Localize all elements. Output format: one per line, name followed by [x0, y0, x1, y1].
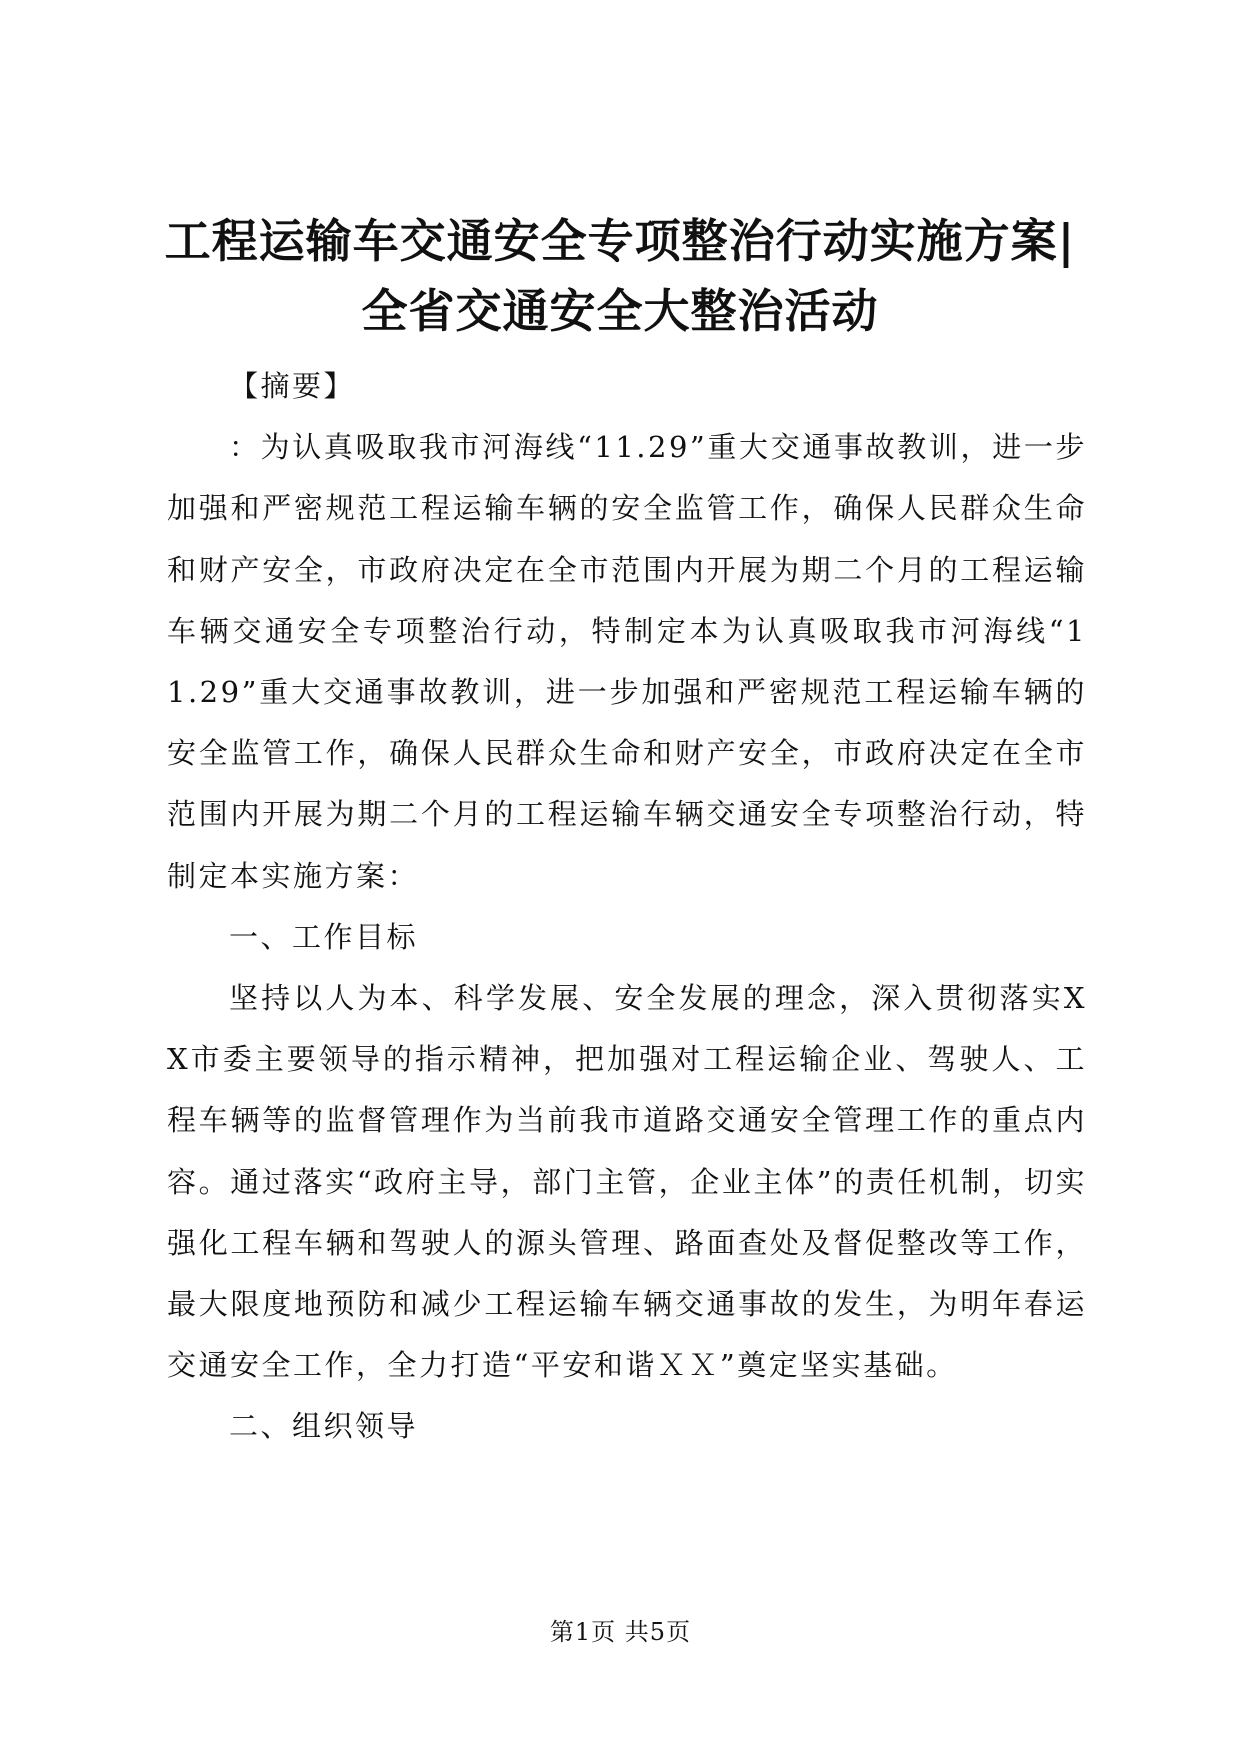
- title-line-2: 全省交通安全大整治活动: [361, 284, 879, 338]
- section-heading-goals: 一、工作目标: [229, 919, 419, 954]
- abstract-paragraph: ：为认真吸取我市河海线“11.29”重大交通事故教训，进一步加强和严密规范工程运输车辆的安全监管工作，确保人民群众生命和财产安全，市政府决定在全市范围内开展为期二个月的工程运输车辆交通安全专项整治行动，特制定本为认真吸取我市河海线“11.29”重大交通事故教训，进一步加强和严密规范工程运输车辆的安全监管工作，确保人民群众生命和财产安全，市政府决定在全市范围内开展为期二个月的工程运输车辆交通安全专项整治行动，特制定本实施方案：: [167, 430, 1087, 893]
- document-title: [130, 206, 1110, 346]
- title-line-1: 工程运输车交通安全专项整治行动实施方案|: [164, 214, 1076, 268]
- document-body: [167, 356, 1087, 1458]
- abstract-heading: 【摘要】: [229, 369, 356, 403]
- section-heading-organization: 二、组织领导: [229, 1409, 419, 1444]
- goals-paragraph: 坚持以人为本、科学发展、安全发展的理念，深入贯彻落实XX市委主要领导的指示精神，把加强对工程运输企业、驾驶人、工程车辆等的监督管理作为当前我市道路交通安全管理工作的重点内容。通过落实“政府主导，部门主管，企业主体”的责任机制，切实强化工程车辆和驾驶人的源头管理、路面查处及督促整改等工作，最大限度地预防和减少工程运输车辆交通事故的发生，为明年春运交通安全工作，全力打造“平安和谐ＸＸ”奠定坚实基础。: [167, 981, 1087, 1383]
- page-number: 第1页 共5页: [549, 1618, 692, 1646]
